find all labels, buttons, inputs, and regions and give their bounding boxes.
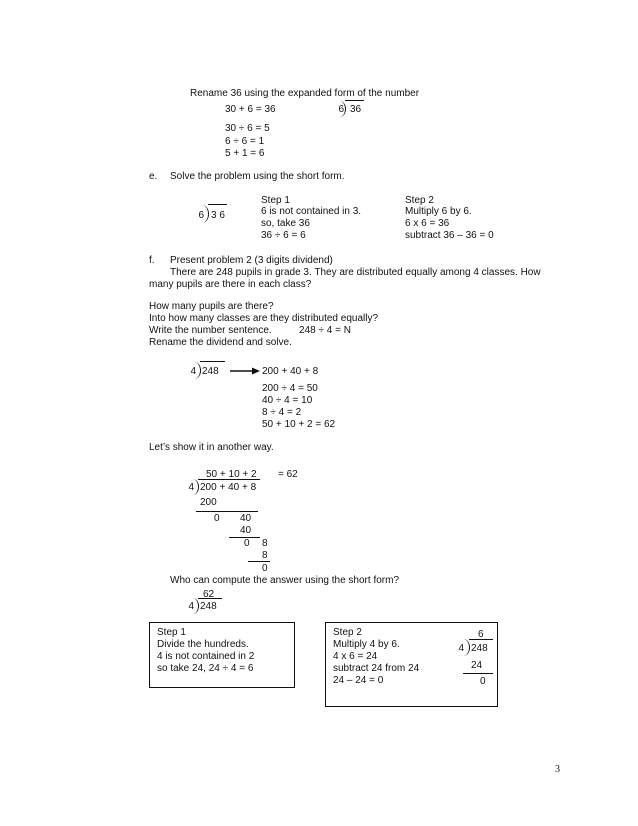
subtraction-line [196,511,258,512]
step-text: 4 x 6 = 24 [333,651,378,662]
equation: 200 ÷ 4 = 50 [262,383,318,394]
division-bracket [191,598,199,614]
step-title: Step 2 [405,195,434,206]
step-text: 4 is not contained in 2 [157,651,255,662]
dividend: 248 [471,643,488,654]
division-bar [345,100,364,101]
subtrahend: 40 [240,525,252,536]
division-bar [200,361,225,362]
step-text: Divide the hundreds. [157,639,249,650]
division-bracket [201,205,209,223]
equation: 5 + 1 = 6 [225,148,265,159]
divisor: 4 [188,601,194,612]
division-bracket [338,101,346,117]
subtrahend: 8 [262,550,268,561]
number-sentence: 248 ÷ 4 = N [299,325,351,336]
step-text: 24 – 24 = 0 [333,675,384,686]
subtrahend: 24 [471,660,483,671]
result: = 62 [278,469,298,480]
question: Write the number sentence. [149,325,272,336]
quotient: 6 [478,629,484,640]
equation: 50 + 10 + 2 = 62 [262,419,336,430]
dividend: 3 6 [211,210,225,221]
dividend: 200 + 40 + 8 [200,482,257,493]
division-bar [469,639,493,640]
section-title: Present problem 2 (3 digits dividend) [170,255,333,266]
step-title: Step 1 [261,195,290,206]
equation: 30 + 6 = 36 [225,104,276,115]
rename-intro: Rename 36 using the expanded form of the number [190,88,420,99]
division-bar [198,479,260,480]
subtraction-line [248,561,270,562]
division-bracket [191,479,199,495]
problem-text: There are 248 pupils in grade 3. They are distributed equally among 4 classes. How [170,267,541,278]
remainder: 0 [214,513,220,524]
divisor: 4 [190,366,196,377]
quotient: 62 [203,589,215,600]
equation: 8 ÷ 4 = 2 [262,407,302,418]
step-text: Multiply 6 by 6. [405,206,472,217]
division-bracket [193,362,201,379]
divisor: 4 [458,643,464,654]
problem-text: many pupils are there in each class? [149,279,312,290]
division-bar [208,204,227,205]
page-number: 3 [555,764,560,775]
step-title: Step 2 [333,627,362,638]
divisor: 4 [188,482,194,493]
divisor: 6 [198,210,204,221]
quotient: 50 + 10 + 2 [206,469,257,480]
equation: 6 ÷ 6 = 1 [225,136,265,147]
dividend: 248 [202,366,219,377]
bring-down: 40 [240,513,252,524]
arrow-right-icon [230,366,260,376]
section-label: f. [149,255,155,266]
step-text: subtract 36 – 36 = 0 [405,230,494,241]
step-text: 6 is not contained in 3. [261,206,362,217]
dividend: 248 [200,601,217,612]
section-text: Let’s show it in another way. [149,442,274,453]
question: Into how many classes are they distributed equally? [149,313,379,324]
expanded-form: 200 + 40 + 8 [262,366,319,377]
question: Rename the dividend and solve. [149,337,292,348]
step-title: Step 1 [157,627,186,638]
section-label: e. [149,171,158,182]
bring-down: 8 [262,538,268,549]
equation: 40 ÷ 4 = 10 [262,395,313,406]
step-text: so, take 36 [261,218,310,229]
question: How many pupils are there? [149,301,274,312]
section-text: Solve the problem using the short form. [170,171,345,182]
divisor: 6 [338,104,344,115]
equation: 30 ÷ 6 = 5 [225,123,270,134]
subtraction-line [463,673,493,674]
step-text: subtract 24 from 24 [333,663,420,674]
remainder: 0 [244,538,250,549]
dividend: 36 [350,104,362,115]
subtrahend: 200 [200,497,217,508]
remainder: 0 [480,676,486,687]
question: Who can compute the answer using the short form? [170,575,400,586]
step-text: 36 ÷ 6 = 6 [261,230,306,241]
remainder: 0 [262,563,268,574]
step-text: Multiply 4 by 6. [333,639,400,650]
step-text: so take 24, 24 ÷ 4 = 6 [157,663,254,674]
step-text: 6 x 6 = 36 [405,218,450,229]
division-bar [198,598,222,599]
